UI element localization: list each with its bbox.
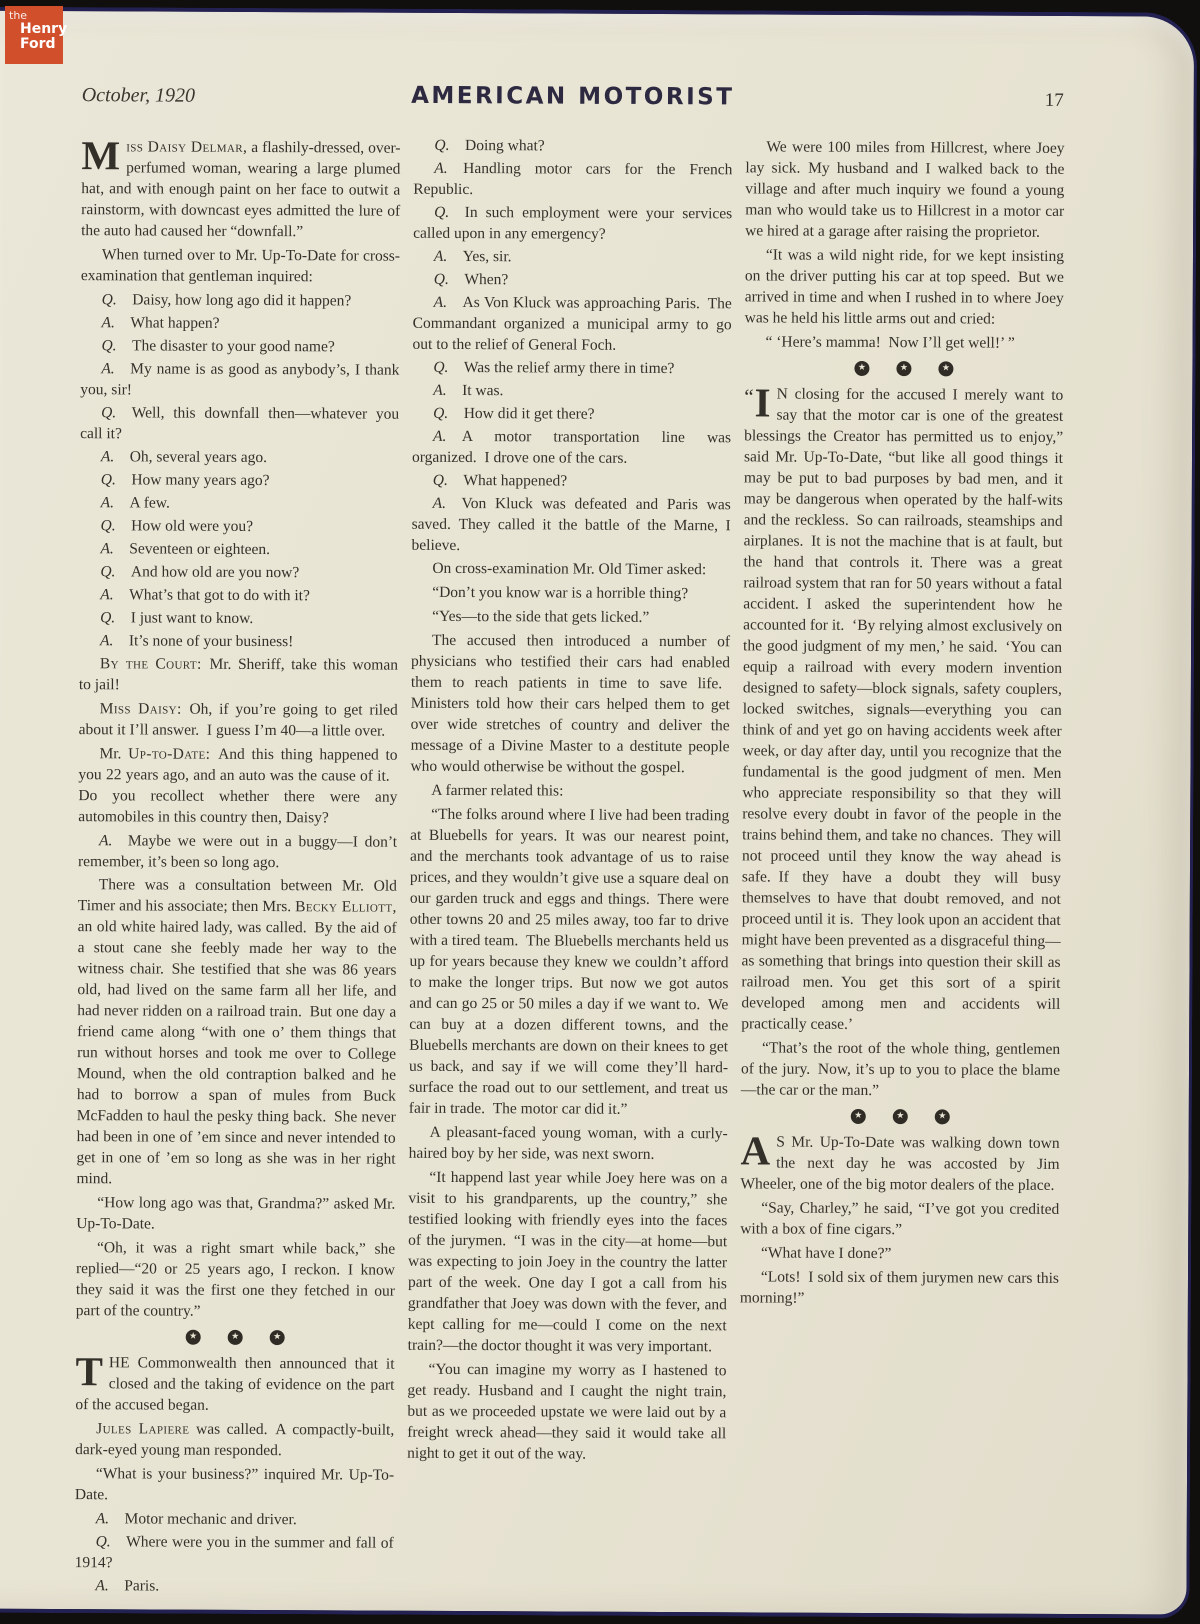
qa-paragraph	[79, 630, 398, 653]
qa-label: A.	[101, 360, 115, 378]
qa-label: A.	[101, 314, 115, 332]
column-2	[406, 135, 732, 1602]
qa-label: A.	[433, 293, 448, 311]
qa-paragraph	[412, 426, 731, 470]
qa-label: A.	[100, 494, 115, 512]
text-run: “Yes—to the side that gets licked.”	[432, 607, 650, 626]
qa-label: A.	[432, 494, 447, 512]
star-ornament-icon: ★	[270, 1330, 285, 1345]
star-ornament-icon: ★	[893, 1109, 908, 1124]
qa-label: Q.	[101, 404, 117, 422]
section-divider-ornament	[741, 1108, 1060, 1125]
qa-text: Daisy, how long ago did it happen?	[116, 291, 352, 310]
qa-label: A.	[99, 832, 113, 850]
section-divider-ornament	[76, 1329, 395, 1346]
qa-text: The disaster to your good name?	[116, 337, 335, 356]
qa-text: My name is as good as anybody’s, I thank you, sir!	[80, 360, 400, 399]
qa-label: Q.	[433, 270, 449, 288]
qa-paragraph	[81, 289, 400, 312]
qa-text: Was the relief army there in time?	[448, 358, 675, 378]
qa-paragraph	[79, 584, 398, 607]
qa-label: Q.	[434, 136, 450, 154]
henry-ford-logo	[5, 6, 68, 64]
paragraph	[408, 1167, 728, 1358]
qa-text: How old were you?	[115, 517, 254, 535]
qa-text: It was.	[446, 381, 504, 400]
qa-text: What’s that got to do with it?	[113, 586, 310, 605]
qa-paragraph	[412, 380, 731, 403]
paragraph	[78, 743, 397, 829]
section-divider-ornament	[744, 360, 1063, 377]
qa-paragraph	[80, 446, 399, 469]
paragraph	[741, 1037, 1060, 1102]
column-1	[74, 133, 400, 1600]
paragraph	[411, 582, 730, 605]
qa-label: Q.	[434, 203, 450, 221]
drop-cap: I	[754, 379, 771, 426]
qa-paragraph	[74, 1575, 393, 1598]
qa-paragraph	[80, 469, 399, 492]
paragraph	[411, 558, 730, 581]
paragraph	[79, 653, 398, 697]
qa-paragraph	[78, 830, 397, 874]
qa-label: A.	[432, 427, 447, 445]
qa-text: Von Kluck was defeated and Paris was saved. They called it the battle of the Marne, I believe.	[411, 494, 731, 554]
paragraph	[76, 1237, 395, 1323]
logo-text-henry: Henry	[20, 21, 68, 37]
qa-text: How did it get there?	[448, 404, 595, 423]
star-ornament-icon: ★	[896, 361, 911, 376]
paragraph	[409, 804, 730, 1121]
page-header	[82, 81, 1064, 112]
star-ornament-icon: ★	[851, 1109, 866, 1124]
qa-text: As Von Kluck was approaching Paris. The Commandant organized a municipal army to go out to the relief of General Foch.	[412, 293, 732, 354]
paragraph	[745, 136, 1065, 243]
qa-text: Handling motor cars for the French Republic.	[413, 159, 733, 199]
qa-paragraph	[80, 358, 399, 402]
text-run: By the Court:	[99, 655, 202, 673]
text-run: “What is your business?” inquired Mr. Up-To-Date.	[74, 1465, 395, 1504]
qa-paragraph	[80, 515, 399, 538]
text-run: N closing for the accused I merely want to say that the motor car is one of the greatest blessings the Creator has permitted us to enjoy,” said Mr. Up-To-Date, “but like all good things it may be put to bad purposes by bad men, and it may be dangerous when operated by the half-wits and the reckless. So can railroads, steamships and airplanes. It is not the machine that is at fault, but the hand that controls it. There was a great railroad system that ran for 50 years without a fatal accident. I asked the superintendent how he accounted for it. ‘By relying almost exclusively on the good judgment of my men,’ he said. ‘You can equip a railroad with every modern invention designed to safety—block signals, safety couplers, locked switches, signals—everything you can think of and yet go on having accidents week after week, or day after day, until you recognize that the fundamental is the good judgment of men. Men who appreciate responsibility so that they will resolve every doubt in favor of the people in the trains behind them, and take no chances. They will not proceed until they know the way ahead is safe. If they have a doubt they will busy themselves to have that doubt removed, and not proceed until it is. They look upon an accident that might have been prevented as a disgraceful thing—as something that brings into question their skill as railroad men. You get this sort of a spirit developed among men and accidents will practically cease.’	[741, 385, 1064, 1033]
qa-text: It’s none of your business!	[113, 632, 294, 651]
star-ornament-icon: ★	[938, 361, 953, 376]
paragraph	[409, 1122, 728, 1166]
issue-date: October, 1920	[81, 84, 196, 107]
text-run: “What have I done?”	[760, 1244, 892, 1263]
text-run: “Lots! I sold six of them jurymen new cars this morning!”	[739, 1268, 1060, 1307]
qa-text: When?	[448, 270, 509, 289]
star-ornament-icon: ★	[228, 1330, 243, 1345]
text-run: Jules Lapiere	[96, 1420, 190, 1438]
text-run: “You can imagine my worry as I hastened to get ready. Husband and I caught the night train, but as we proceeded upstate we were laid out by a freight wreck ahead—they said it would take all night to get it out of the way.	[407, 1360, 727, 1463]
qa-paragraph	[412, 403, 731, 426]
qa-text: A few.	[113, 494, 170, 512]
qa-paragraph	[75, 1531, 394, 1575]
text-run: “How long ago was that, Grandma?” asked Mr. Up-To-Date.	[76, 1194, 396, 1233]
qa-label: A.	[433, 247, 448, 265]
qa-paragraph	[79, 538, 398, 561]
qa-paragraph	[413, 269, 732, 292]
paragraph	[79, 698, 398, 742]
text-run: “Oh, it was a right smart while back,” she replied—“20 or 25 years ago, I reckon. I know they said it was the first one they fetched in our part of the country.”	[75, 1239, 396, 1320]
qa-label: Q.	[100, 517, 116, 535]
qa-text: Maybe we were out in a buggy—I don’t remember, it’s been so long ago.	[77, 832, 398, 872]
text-run: “ ‘Here’s mamma! Now I’ll get well!’ ”	[765, 333, 1015, 352]
logo-text-ford: Ford	[20, 36, 56, 52]
qa-label: Q.	[433, 358, 449, 376]
text-run: A pleasant-faced young woman, with a curly-haired boy by her side, was next sworn.	[408, 1123, 728, 1163]
qa-paragraph	[412, 357, 731, 380]
star-ornament-icon: ★	[186, 1330, 201, 1345]
text-run: Oh, if you’re going to get riled about it I’ll answer. I guess I’m 40—a little over.	[78, 700, 398, 740]
qa-label: A.	[100, 448, 115, 466]
qa-label: A.	[95, 1577, 109, 1595]
paragraph	[740, 1242, 1059, 1265]
text-run: a flashily-dressed, over-perfumed woman, wearing a large plumed hat, and with enough paint on her face to outwit a rainstorm, with downcast eyes admitted the lure of the auto had caused her “downfall.”	[81, 138, 401, 241]
text-run: Miss Daisy:	[99, 700, 182, 718]
qa-label: Q.	[433, 404, 449, 422]
qa-paragraph	[81, 312, 400, 335]
qa-text: Where were you in the summer and fall of 1914?	[74, 1533, 394, 1572]
qa-text: A motor transportation line was organized. I drove one of the cars.	[411, 427, 732, 467]
qa-text: Yes, sir.	[447, 247, 512, 266]
qa-text: Oh, several years ago.	[114, 448, 268, 467]
magazine-page	[0, 7, 1197, 1619]
text-run: an old white haired lady, was called. By the aid of a stout cane she feebly made her way to the witness chair. She testified that she was 86 years old, had lived on the same farm all her life, and had never ridden on a railroad train. But one day a friend came along “with one o’ them things that run without horses and took me over to College Mound, when the old contraption balked and he had to borrow a span of mules from Buck McFadden to haul the pesky thing back. She never had been in one of ’em since and never intended to get in one of ’em so long as she was in her right mind.	[76, 918, 397, 1188]
qa-label: Q.	[100, 471, 116, 489]
qa-paragraph	[413, 246, 732, 269]
qa-label: Q.	[100, 609, 116, 627]
text-run: “That’s the root of the whole thing, gentlemen of the jury. Now, it’s up to you to place the blame—the car or the man.”	[740, 1039, 1061, 1100]
star-ornament-icon: ★	[935, 1109, 950, 1124]
qa-paragraph	[413, 292, 732, 357]
qa-text: What happened?	[447, 471, 568, 490]
paragraph	[411, 606, 730, 629]
paragraph	[740, 1197, 1059, 1241]
paragraph-dropcap	[75, 1348, 395, 1417]
text-run: “Say, Charley,” he said, “I’ve got you credited with a box of fine cigars.”	[740, 1199, 1060, 1239]
qa-text: Well, this downfall then—whatever you call it?	[80, 404, 400, 443]
qa-paragraph	[80, 335, 399, 358]
qa-paragraph	[75, 1508, 394, 1531]
qa-text: Seventeen or eighteen.	[113, 540, 271, 559]
qa-label: A.	[433, 381, 447, 399]
text-run: When turned over to Mr. Up-To-Date for cross-examination that gentleman inquired:	[80, 246, 401, 286]
text-run: A farmer related this:	[431, 781, 564, 800]
qa-text: Paris.	[108, 1577, 160, 1595]
paragraph	[75, 1418, 394, 1462]
qa-paragraph	[79, 607, 398, 630]
paragraph	[745, 244, 1064, 330]
paragraph-dropcap	[81, 132, 401, 243]
qa-text: Motor mechanic and driver.	[109, 1510, 297, 1529]
paragraph	[81, 244, 400, 288]
qa-label: A.	[99, 632, 114, 650]
drop-cap: M	[81, 132, 121, 179]
text-run: “It happend last year while Joey here was on a visit to his grandparents, up the country,” she testified looking with friendly eyes into the faces of the jurymen. “I was in the city—at home—but was expecting to join Joey in the country the latter part of the week. One day I got a call from his grandfather that Joey was down with the fever, and kept calling for me—could I come on the next train?—the doctor thought it was very important.	[407, 1168, 728, 1356]
qa-paragraph	[413, 158, 732, 202]
paragraph	[410, 630, 730, 779]
qa-label: Q.	[100, 563, 116, 581]
qa-paragraph	[413, 202, 732, 246]
paragraph	[410, 780, 729, 803]
text-run: Mr.	[99, 745, 129, 763]
qa-text: In such employment were your services called upon in any emergency?	[413, 203, 733, 243]
paragraph-dropcap	[741, 379, 1064, 1036]
qa-label: A.	[434, 159, 448, 177]
text-run: S Mr. Up-To-Date was walking down town the next day he was accosted by Jim Wheeler, one of the big motor dealers of the place.	[740, 1133, 1060, 1194]
qa-label: A.	[100, 540, 114, 558]
paragraph	[745, 331, 1064, 354]
text-run: “It was a wild night ride, for we kept insisting on the driver putting his car at top speed. But we arrived in time and when I rushed in to where Joey was he held his little arms out and cried:	[744, 246, 1065, 328]
qa-text: Doing what?	[449, 136, 545, 155]
qa-label: Q.	[101, 291, 117, 309]
qa-paragraph	[413, 135, 732, 158]
text-run: Mr. Sheriff, take this woman to jail!	[78, 655, 399, 694]
qa-label: Q.	[95, 1533, 111, 1551]
text-run: Becky Elliott,	[295, 898, 397, 916]
qa-label: A.	[100, 586, 114, 604]
qa-paragraph	[412, 493, 731, 558]
text-run: We were 100 miles from Hillcrest, where Joey lay sick. My husband and I walked back to the village and after much inquiry we found a young man who would take us to Hillcrest in a motor car we hired at a garage after raising the proprietor.	[745, 138, 1065, 241]
text-run: And this thing happened to you 22 years ago, and an auto was the cause of it. Do you recollect whether there were any automobiles in this country then, Daisy?	[78, 745, 398, 827]
drop-cap: A	[740, 1127, 771, 1174]
text-run: “The folks around where I live had been trading at Bluebells for years. It was our nearest point, and the merchants took advantage of us to raise prices, and they wouldn’t give use a square deal on our garden truck and eggs and things. There were other towns 20 and 25 miles away, too far to drive with a tired team. The Bluebells merchants held us up for years because they knew we couldn’t afford to make the longer trips. But now we got autos and can go 25 or 50 miles a day if we want to. We can buy at a dozen different towns, and the Bluebells merchants are down on their knees to get us back, and say if we will come they’ll hard-surface the road out to our settlement, and treat us fair in trade. The motor car did it.”	[408, 805, 730, 1118]
qa-label: Q.	[432, 471, 448, 489]
page-number: 17	[1044, 89, 1064, 111]
qa-text: What happen?	[114, 314, 220, 332]
paragraph	[75, 1463, 394, 1507]
qa-label: Q.	[101, 337, 117, 355]
magazine-title: AMERICAN MOTORIST	[411, 82, 735, 111]
qa-text: I just want to know.	[115, 609, 254, 627]
qa-text: And how old are you now?	[115, 563, 300, 582]
text-run: The accused then introduced a number of physicians who testified their cars had enabled them to reach patients in time to save life. Ministers told how their cars helped them to get over wide stretches of country and deliver the message of a Divine Master to a destitute people who would otherwise be without the gospel.	[410, 631, 731, 777]
paragraph	[407, 1359, 727, 1466]
text-run: On cross-examination Mr. Old Timer asked:	[432, 559, 707, 579]
text-run: iss Daisy Delmar,	[126, 138, 248, 156]
logo-text-the: the	[9, 9, 28, 22]
column-3	[738, 136, 1064, 1603]
paragraph	[740, 1266, 1059, 1310]
text-run: was called. A compactly-built, dark-eyed young man responded.	[75, 1420, 395, 1460]
qa-paragraph	[80, 402, 399, 446]
text-run: “Don’t you know war is a horrible thing?	[432, 583, 689, 603]
article-columns	[74, 133, 1063, 1603]
qa-paragraph	[79, 561, 398, 584]
text-run: HE Commonwealth then announced that it closed and the taking of evidence on the part of the accused began.	[75, 1354, 395, 1414]
opening-quote: “	[744, 384, 754, 409]
qa-paragraph	[80, 492, 399, 515]
qa-text: How many years ago?	[115, 471, 270, 490]
qa-label: A.	[95, 1510, 110, 1528]
drop-cap: T	[75, 1348, 104, 1395]
qa-paragraph	[412, 470, 731, 493]
text-run: There was a consultation between Mr. Old Timer and his associate; then Mrs.	[77, 876, 397, 916]
paragraph-dropcap	[740, 1127, 1060, 1196]
paragraph	[76, 874, 397, 1191]
paragraph	[76, 1192, 395, 1236]
star-ornament-icon: ★	[854, 361, 869, 376]
text-run: Up-to-Date:	[128, 745, 211, 763]
